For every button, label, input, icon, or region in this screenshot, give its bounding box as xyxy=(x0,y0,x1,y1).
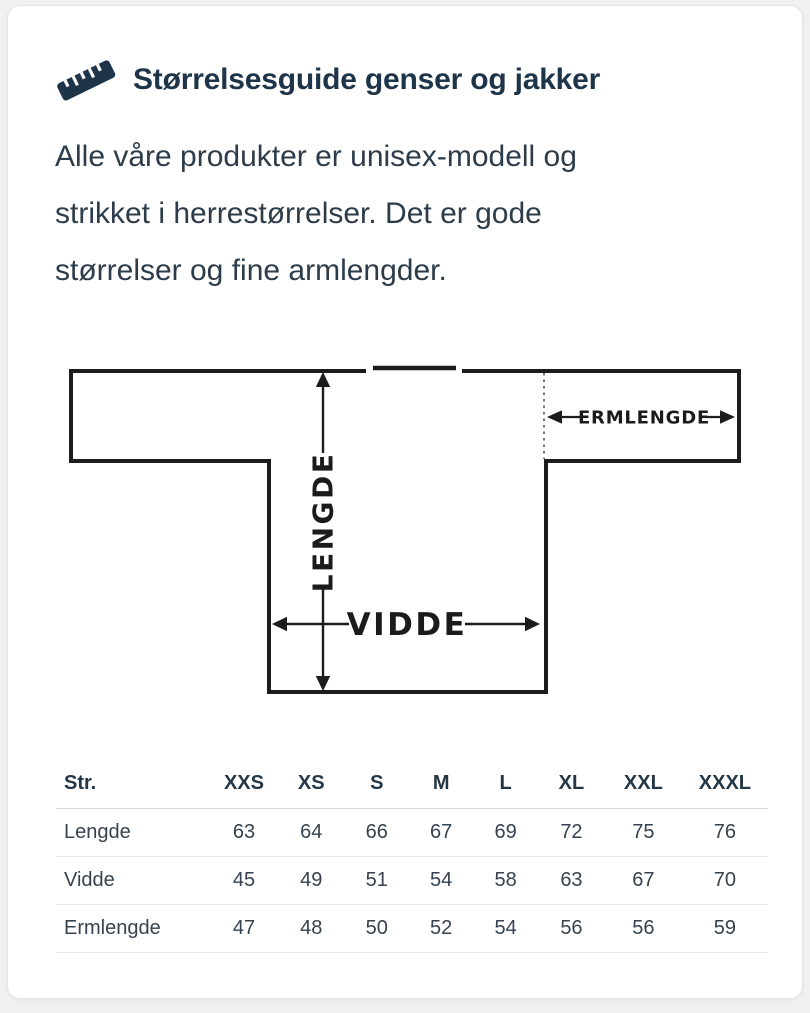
row-label: Vidde xyxy=(56,857,210,905)
cell: 49 xyxy=(278,857,344,905)
intro-line: Alle våre produkter er unisex-modell og xyxy=(55,140,577,173)
cell: 72 xyxy=(538,809,605,857)
cell: 75 xyxy=(605,809,682,857)
table-row-lengde xyxy=(56,809,768,857)
row-label: Ermlengde xyxy=(56,905,210,953)
cell: 63 xyxy=(210,809,278,857)
column-header-xs: XS xyxy=(278,758,344,809)
cell: 51 xyxy=(344,857,409,905)
cell: 64 xyxy=(278,809,344,857)
cell: 45 xyxy=(210,857,278,905)
cell: 48 xyxy=(278,905,344,953)
length-label: LENGDE xyxy=(306,451,340,593)
cell: 59 xyxy=(682,905,768,953)
cell: 69 xyxy=(473,809,538,857)
column-header-m: M xyxy=(409,758,473,809)
column-header-xxxl: XXXL xyxy=(682,758,768,809)
column-header-xxs: XXS xyxy=(210,758,278,809)
cell: 67 xyxy=(605,857,682,905)
sleeve-label: ERMLENGDE xyxy=(577,407,711,429)
cell: 54 xyxy=(473,905,538,953)
cell: 56 xyxy=(605,905,682,953)
cell: 67 xyxy=(409,809,473,857)
intro-line: størrelser og fine armlengder. xyxy=(55,254,447,287)
table-row-vidde xyxy=(56,857,768,905)
table-header-row xyxy=(56,758,768,809)
cell: 54 xyxy=(409,857,473,905)
cell: 76 xyxy=(682,809,768,857)
cell: 52 xyxy=(409,905,473,953)
column-header-l: L xyxy=(473,758,538,809)
width-label: VIDDE xyxy=(346,607,468,643)
cell: 66 xyxy=(344,809,409,857)
size-guide-header xyxy=(54,56,756,104)
cell: 70 xyxy=(682,857,768,905)
column-header-s: S xyxy=(344,758,409,809)
ruler-icon xyxy=(54,56,118,104)
intro-line: strikket i herrestørrelser. Det er gode xyxy=(55,197,542,230)
size-table-container xyxy=(56,758,768,953)
size-table xyxy=(56,758,768,953)
table-row-ermlengde xyxy=(56,905,768,953)
cell: 63 xyxy=(538,857,605,905)
cell: 47 xyxy=(210,905,278,953)
intro-paragraph xyxy=(55,128,762,299)
sweater-measurement-diagram xyxy=(1,341,810,741)
cell: 58 xyxy=(473,857,538,905)
size-guide-card xyxy=(7,5,803,999)
column-header-xl: XL xyxy=(538,758,605,809)
row-label: Lengde xyxy=(56,809,210,857)
column-header-xxl: XXL xyxy=(605,758,682,809)
cell: 56 xyxy=(538,905,605,953)
cell: 50 xyxy=(344,905,409,953)
column-header-str: Str. xyxy=(56,758,210,809)
page-title: Størrelsesguide genser og jakker xyxy=(133,63,601,96)
